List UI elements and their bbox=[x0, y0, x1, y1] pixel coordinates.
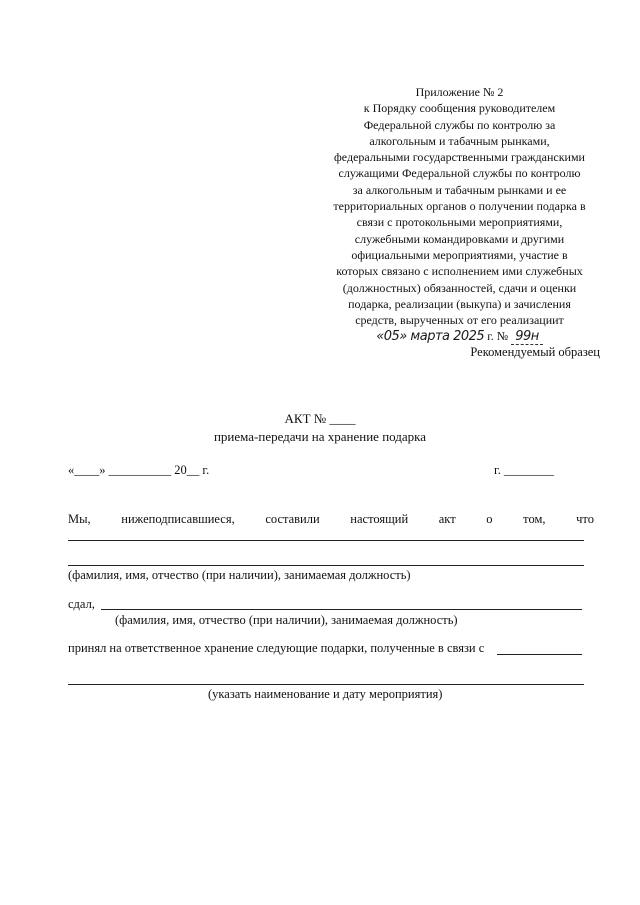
caption-event: (указать наименование и дату мероприятия) bbox=[208, 687, 443, 701]
appendix-date-line bbox=[318, 328, 601, 345]
appendix-line: алкогольным и табачным рынками, bbox=[369, 133, 550, 148]
appendix-line: Федеральной службы по контролю за bbox=[363, 117, 556, 132]
appendix-line: служебными командировками и другими bbox=[354, 231, 565, 246]
we-word: нижеподписавшиеся, bbox=[121, 512, 235, 526]
we-word: о bbox=[486, 512, 493, 526]
act-subtitle: приема-передачи на хранение подарка bbox=[213, 429, 427, 444]
we-word: настоящий bbox=[350, 512, 409, 526]
appendix-line: средств, вырученных от его реализациит bbox=[355, 313, 564, 328]
appendix-line: за алкогольным и табачным рынками и ее bbox=[352, 182, 567, 197]
we-row bbox=[68, 512, 594, 527]
handed-label: сдал, bbox=[68, 597, 95, 611]
we-word: Мы, bbox=[68, 512, 91, 526]
act-title: АКТ № ____ bbox=[284, 411, 356, 426]
appendix-line: территориальных органов о получении подарка в bbox=[333, 199, 586, 214]
blank-line bbox=[68, 684, 584, 685]
appendix-line: (должностных) обязанностей, сдачи и оценки bbox=[342, 280, 577, 295]
appendix-line: связи с протокольными мероприятиями, bbox=[356, 215, 563, 230]
blank-line bbox=[101, 609, 582, 610]
caption-fio: (фамилия, имя, отчество (при наличии), занимаемая должность) bbox=[68, 568, 411, 582]
appendix-line: подарка, реализации (выкупа) и зачисления bbox=[348, 296, 571, 311]
appendix-line: Приложение № 2 bbox=[415, 85, 504, 99]
sample-label: Рекомендуемый образец bbox=[470, 345, 600, 359]
accepted-text: принял на ответственное хранение следующие подарки, полученные в связи с bbox=[68, 641, 485, 655]
blank-line bbox=[497, 654, 582, 655]
appendix-line: федеральными государственными гражданскими bbox=[334, 150, 585, 165]
date-left: «____» __________ 20__ г. bbox=[68, 463, 210, 477]
act-heading bbox=[0, 410, 640, 446]
we-word: составили bbox=[265, 512, 320, 526]
we-word: что bbox=[576, 512, 594, 526]
appendix-line: служащими Федеральной службы по контролю bbox=[338, 166, 581, 181]
caption-fio-2: (фамилия, имя, отчество (при наличии), занимаемая должность) bbox=[115, 613, 458, 627]
appendix-block bbox=[318, 84, 601, 345]
appendix-line: к Порядку сообщения руководителем bbox=[363, 101, 556, 116]
blank-line bbox=[68, 540, 584, 541]
date-suffix: г. № bbox=[487, 329, 509, 344]
blank-line bbox=[68, 565, 584, 566]
we-word: акт bbox=[438, 512, 456, 526]
handwritten-date: «05» марта 2025 bbox=[376, 329, 485, 345]
appendix-line: которых связано с исполнением ими служебных bbox=[336, 264, 583, 279]
appendix-line: официальными мероприятиями, участие в bbox=[351, 247, 568, 262]
handwritten-number: 99н bbox=[511, 329, 543, 345]
we-word: том, bbox=[523, 512, 546, 526]
date-right: г. ________ bbox=[494, 463, 554, 477]
